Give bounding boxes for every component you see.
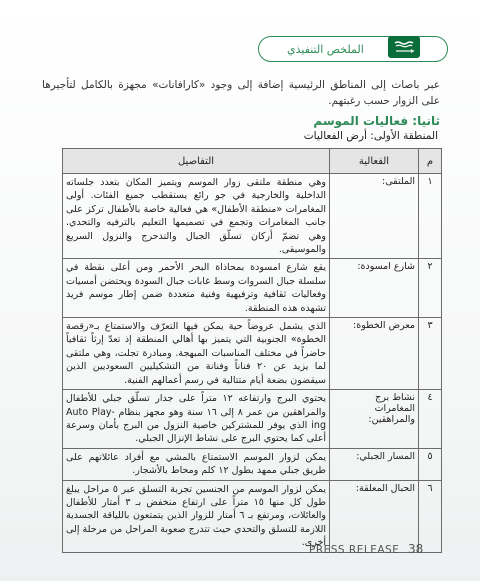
row-details: يمكن لزوار الموسم الاستمتاع بالمشي مع أفراد عائلاتهم على طريق جبلي ممهد بطول ١٢ كلم ومحاط بالأشجار. xyxy=(63,448,330,480)
row-event: المسار الجبلي: xyxy=(330,448,419,480)
row-num: ٥ xyxy=(419,448,442,480)
row-num: ٤ xyxy=(419,390,442,449)
row-event: معرض الخطوة: xyxy=(330,318,419,390)
row-details: وهي منطقة ملتقى زوار الموسم ويتميز المكان بتعدد جلساته الداخلية والخارجية في جو رائع يستقطب جميع الفئات. أولى المغامرات «منطقة الأطفال» هي فعالية خاصة بالأطفال تركز على جانب المغامرات وتجمع في تصميمها التعليم بالترفيه والتحدي. وهي تضمّ أركان تسلّق الجبال والتدحرج والنزول السريع والموسيقى. xyxy=(63,174,330,259)
page-number: 38 xyxy=(408,542,424,556)
row-event: الملتقى: xyxy=(330,174,419,259)
row-details: الذي يشمل عروضاً حية يمكن فيها التعرّف والاستمتاع بـ«رقصة الخطوة» الجنوبية التي يتميز بها أهالي المنطقة إذ تعدّ إرثاً ثقافياً حاضراً في مختلف المناسبات المبهجة. ومبادرة تجلت، وهي ملتقى لما يزيد عن ٢٠ فناناً وفنانة من التشكيليين السعوديين الذين سيقضون بضعة أيام متتالية في رسم أعمالهم الفنية. xyxy=(63,318,330,390)
intro-paragraph: عبر باصات إلى المناطق الرئيسية إضافة إلى وجود «كارافانات» مجهزة بالكامل لتأجيرها على الزوار حسب رغبتهم. xyxy=(42,79,440,107)
row-event: شارع امسودة: xyxy=(330,259,419,318)
row-num: ١ xyxy=(419,174,442,259)
header-event: الفعالية xyxy=(330,149,419,174)
row-event: الحبال المعلقة: xyxy=(330,480,419,552)
table-row xyxy=(63,390,442,449)
saudi-flag-icon xyxy=(388,36,420,58)
row-event: نشاط برج المغامرات والمراهقين: xyxy=(330,390,419,449)
header-num: م xyxy=(419,149,442,174)
table-row xyxy=(63,448,442,480)
row-details: يمكن لزوار الموسم من الجنسين تجربة التسلق عبر ٥ مراحل يبلغ طول كل منها ١٥ متراً على ارتفاع منخفض بـ ٣ أمتار للأطفال والعائلات، ومرتفع بـ ٦ أمتار للزوار الذين يتمتعون باللياقة الجسدية اللازمة للتسلق والتحدي حيث تتدرج صعوبة المراحل من مرحلة إلى أخرى. xyxy=(63,480,330,552)
row-num: ٢ xyxy=(419,259,442,318)
table-row xyxy=(63,318,442,390)
zone-heading: المنطقة الأولى: أرض الفعاليات xyxy=(303,130,438,142)
events-table xyxy=(62,148,442,553)
table-row xyxy=(63,174,442,259)
header-details: التفاصيل xyxy=(63,149,330,174)
row-num: ٣ xyxy=(419,318,442,390)
footer-label: PRESS RELEASE xyxy=(309,544,400,556)
row-details: يقع شارع امسودة بمحاذاة البحر الأحمر ومن أعلى نقطة في سلسلة جبال السروات وسط غابات جبال السودة ويحتضن أمسيات وفعاليات ثقافية وترفيهية وفنية متعددة ضمن إطار موسم فريد تشهده هذه المنطقة. xyxy=(63,259,330,318)
table-row xyxy=(63,259,442,318)
table-header-row xyxy=(63,149,442,174)
section-heading: ثانيا: فعاليات الموسم xyxy=(313,114,440,128)
table-row xyxy=(63,480,442,552)
row-details: يحتوي البرج وارتفاعه ١٢ متراً على جدار تسلّق جبلي للأطفال والمراهقين من عمر ٨ إلى ١٦ سنة وهو مجهز بنظام Auto Play-ing الذي يوفر للمشتركين خاصية النزول من البرج بأمان وسرعة أعلى كما يحتوي البرج على نشاط الإنزال الجبلي. xyxy=(63,390,330,449)
header-title: الملخص التنفيذي xyxy=(287,42,364,56)
row-num: ٦ xyxy=(419,480,442,552)
